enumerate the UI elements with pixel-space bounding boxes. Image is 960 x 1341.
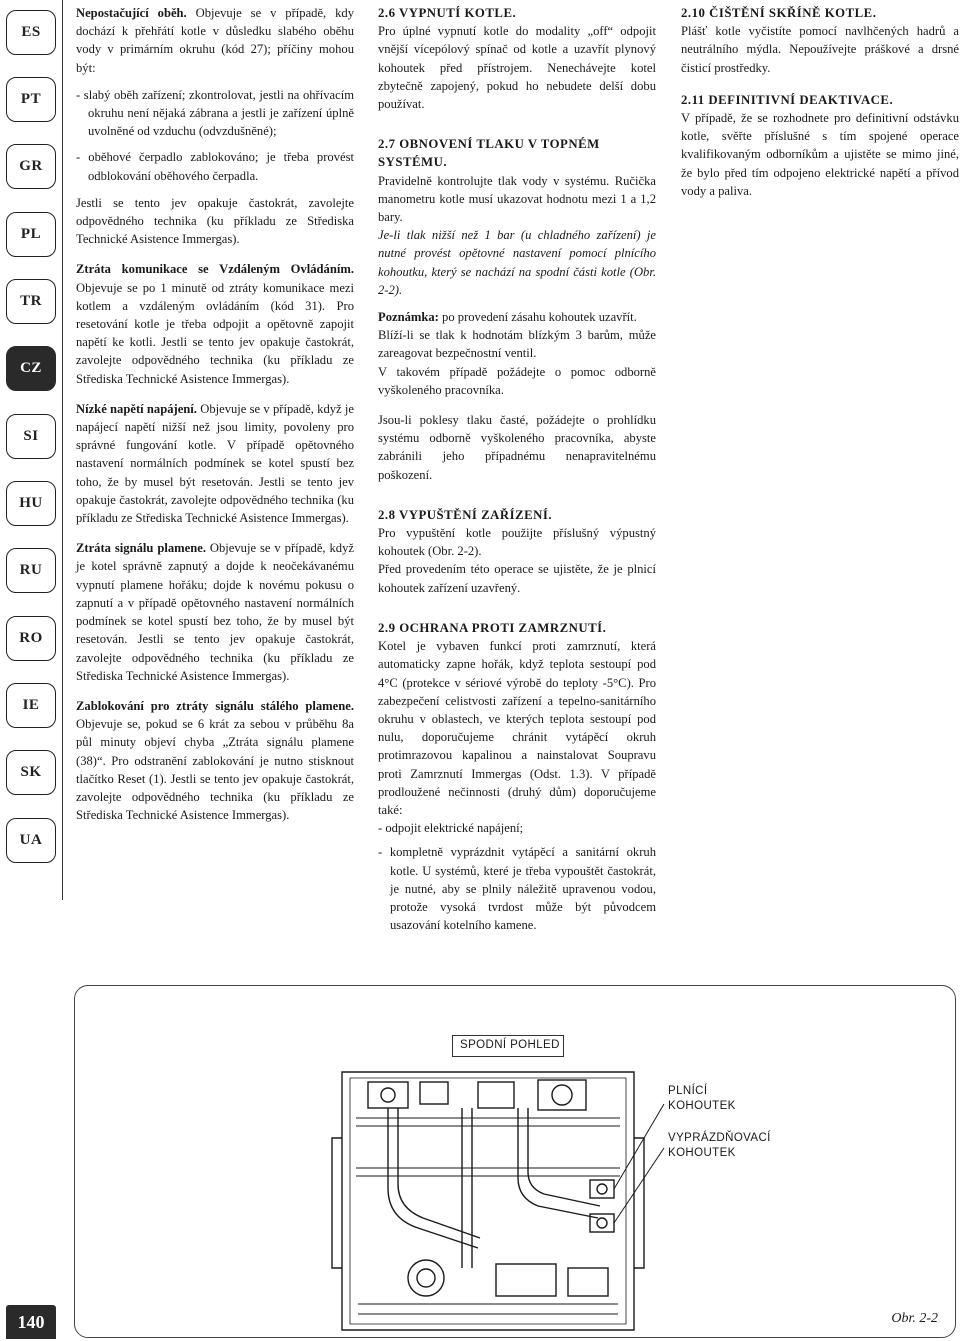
note-label: Poznámka: — [378, 310, 439, 325]
heading-inline: Zablokování pro ztráty signálu stálého plamene. — [76, 698, 354, 713]
lang-tab-ua[interactable]: UA — [6, 818, 56, 863]
list-item: - oběhové čerpadlo zablokováno; je třeba provést odblokování oběhového čerpadla. — [76, 150, 354, 183]
paragraph: V případě, že se rozhodnete pro definitivní odstávku kotle, svěřte příslušné s tím spojené operace kvalifikovaným odborníkům a ujistěte se mimo jiné, že bylo před tím odpojeno elektrické napětí a přívod vody a paliva. — [681, 111, 959, 198]
text: Objevuje se po 1 minutě od ztráty komunikace mezi kotlem a vzdáleným ovládáním (kód 31). Pro resetování kotle je třeba odpojit a opětovně zapojit napětí ke kotli. Jestli se tento jev opakuje častokrát, zavolejte odpovědného technika (ku příkladu ze Střediska Technické Asistence Immergas). — [76, 280, 354, 386]
text: Objevuje se, pokud se 6 krát za sebou v průběhu 8a půl minuty objeví chyba „Ztráta signálu plamene (38)“. Pro odstranění zablokování je nutno stisknout tlačítko Reset (1). Jestli se tento jev opakuje častokrát, zavolejte odpovědného technika (ku příkladu ze Střediska Technické Asistence Immergas). — [76, 717, 354, 823]
paragraph-flame-block — [76, 697, 354, 824]
drain-valve-label-line2: KOHOUTEK — [668, 1147, 736, 1159]
lang-tab-pl[interactable]: PL — [6, 212, 56, 257]
section-heading-2-8: 2.8 VYPUŠTĚNÍ ZAŘÍZENÍ. — [378, 507, 553, 522]
lang-tab-si[interactable]: SI — [6, 414, 56, 459]
lang-tab-hu[interactable]: HU — [6, 481, 56, 526]
paragraph-flame-loss — [76, 539, 354, 685]
paragraph: Před provedením této operace se ujistěte, že je plnicí kohoutek zařízení uzavřený. — [378, 562, 656, 595]
paragraph: Blíží-li se tlak k hodnotám blízkým 3 barům, může zareagovat bezpečnostní ventil. — [378, 328, 656, 361]
paragraph: V takovém případě požádejte o pomoc odborně vyškoleného pracovníka. — [378, 364, 656, 397]
paragraph-note — [378, 308, 656, 326]
page-number: 140 — [6, 1305, 56, 1339]
heading-inline: Ztráta signálu plamene. — [76, 541, 206, 556]
heading-inline: Ztráta komunikace se Vzdáleným Ovládáním. — [76, 262, 354, 277]
paragraph: Jestli se tento jev opakuje častokrát, zavolejte odpovědného technika (ku příkladu ze Střediska Technické Asistence Immergas). — [76, 195, 354, 247]
sidebar-divider — [62, 0, 63, 900]
lang-tab-tr[interactable]: TR — [6, 279, 56, 324]
section-heading-2-6: 2.6 VYPNUTÍ KOTLE. — [378, 6, 517, 20]
lang-tab-gr[interactable]: GR — [6, 144, 56, 189]
text: Objevuje se v případě, když je kotel správně zapnutý a dojde k neočekávanému vypnutí plamene hořáku; dojde k novému pokusu o zapnutí a v případě opětovného nastavení normálních podmínek se kotel spustí bez toho, že by musel být resetován. Jestli se tento jev opakuje častokrát, zavolejte odpovědného technika (ku příkladu ze Střediska Technické Asistence Immergas). — [76, 541, 354, 683]
paragraph: Plášť kotle vyčistíte pomocí navlhčených hadrů a neutrálního mýdla. Nepoužívejte práškové a drsné čisticí prostředky. — [681, 24, 959, 75]
column-3 — [681, 4, 959, 209]
paragraph-remote-loss — [76, 260, 354, 387]
drain-valve-label-line1: VYPRÁZDŇOVACÍ — [668, 1132, 771, 1144]
paragraph: Kotel je vybaven funkcí proti zamrznutí, která automaticky zapne hořák, když teplota sestoupí pod 4°C (protekce v sériové výrobě do teploty -5°C). Pro zabezpečení celistvosti zařízení a tepelno-sanitárního okruhu v oblastech, ve kterých teplota sestoupí pod nulu, doporučujeme chránit vytápěcí okruh protimrazovou kapalinou a nainstalovat Soupravu proti Zamrznutí Immergas (Odst. 1.3). V případě prodloužené nečinnosti (druhý dům) doporučujeme také: — [378, 639, 656, 817]
list-item: - kompletně vyprázdnit vytápěcí a sanitární okruh kotle. U systémů, které je třeba vypouštět častokrát, je nutné, aby se plnily náležitě upravenou vodou, protože vysoká tvrdost může být původcem usazování kotelního kamene. — [378, 845, 656, 933]
lang-tab-ru[interactable]: RU — [6, 548, 56, 593]
column-2 — [378, 4, 656, 943]
lang-tab-sk[interactable]: SK — [6, 750, 56, 795]
lang-tab-ie[interactable]: IE — [6, 683, 56, 728]
lang-tab-es[interactable]: ES — [6, 10, 56, 55]
figure-caption: Obr. 2-2 — [891, 1311, 938, 1326]
text: po provedení zásahu kohoutek uzavřít. — [438, 310, 637, 325]
text: Objevuje se v případě, když je napájecí napětí nižší než jsou limity, povoleny pro správné fungování kotle. V případě opětovného nastavení normálních podmínek se kotel spustí bez toho, že by musel být resetován. Jestli se tento jev opakuje častokrát, zavolejte odpovědného technika (ku příkladu ze Střediska Technické Asistence Immergas). — [76, 401, 355, 526]
fill-valve-label-line1: PLNÍCÍ — [668, 1085, 708, 1097]
paragraph-low-voltage — [76, 400, 354, 527]
paragraph: Pravidelně kontrolujte tlak vody v systému. Ručička manometru kotle musí ukazovat hodnotu mezi 1 a 1,2 bary. — [378, 173, 656, 225]
lang-tab-cz[interactable]: CZ — [6, 346, 56, 391]
paragraph: Jsou-li poklesy tlaku časté, požádejte o prohlídku systému odborně vyškoleného pracovníka, abyste zabránili jeho případnému nenapravitelnému poškození. — [378, 413, 656, 482]
text: Objevuje se v případě, kdy dochází k přehřátí kotle v důsledku slabého oběhu vody v primárním okruhu (kód 27); příčiny mohou být: — [76, 6, 354, 75]
paragraph-insufficient-circulation — [76, 4, 354, 77]
paragraph-italic: Je-li tlak nižší než 1 bar (u chladného zařízení) je nutné provést opětovné nastavení pomocí plnícího kohoutku, který se nachází na spodní části kotle (Obr. 2-2). — [378, 228, 656, 297]
heading-inline: Nízké napětí napájení. — [76, 401, 197, 416]
section-heading-2-10: 2.10 ČIŠTĚNÍ SKŘÍNĚ KOTLE. — [681, 6, 877, 20]
section-heading-2-11: 2.11 DEFINITIVNÍ DEAKTIVACE. — [681, 92, 894, 107]
paragraph: Pro úplné vypnutí kotle do modality „off“ odpojit vnější vícepólový spínač od kotle a uzavřít plynový kohoutek před přístrojem. Nenechávejte kotel zbytečně zapojený, pokud ho nebudete delší dobu používat. — [378, 24, 656, 112]
column-1 — [76, 4, 354, 833]
list-item: - odpojit elektrické napájení; — [378, 821, 524, 836]
boiler-bottom-view-drawing — [328, 1068, 668, 1340]
lang-tab-ro[interactable]: RO — [6, 616, 56, 661]
paragraph: Pro vypuštění kotle použijte příslušný výpustný kohoutek (Obr. 2-2). — [378, 526, 656, 559]
heading-inline: Nepostačující oběh. — [76, 6, 187, 20]
fill-valve-label-line2: KOHOUTEK — [668, 1100, 736, 1112]
list-item: - slabý oběh zařízení; zkontrolovat, jestli na ohřívacím okruhu není nějaká zábrana a jestli je zařízení úplně uvolněné od vzduchu (odvzdušněné); — [76, 87, 354, 139]
lang-tab-pt[interactable]: PT — [6, 77, 56, 122]
section-heading-2-7: 2.7 OBNOVENÍ TLAKU V TOPNÉM SYSTÉMU. — [378, 137, 600, 170]
section-heading-2-9: 2.9 OCHRANA PROTI ZAMRZNUTÍ. — [378, 620, 607, 635]
view-label: SPODNÍ POHLED — [460, 1039, 560, 1051]
